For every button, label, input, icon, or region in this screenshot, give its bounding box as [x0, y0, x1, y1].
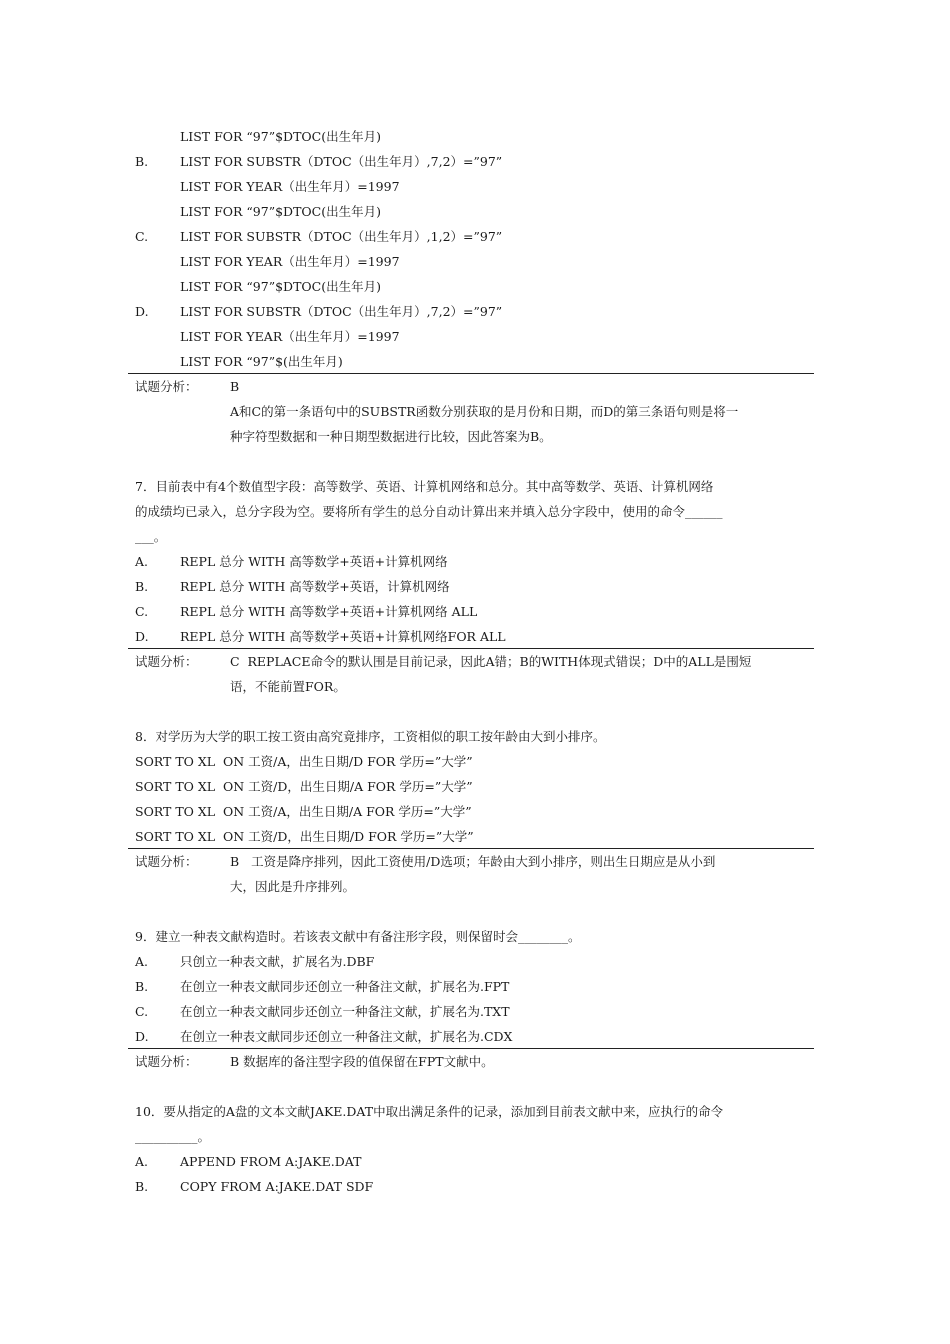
- q7-analysis-line-2: 语，不能前置FOR。: [230, 679, 346, 694]
- q6-option-d-marker: D.: [135, 304, 149, 319]
- q7-option-c: REPL 总分 WITH 高等数学+英语+计算机网络 ALL: [180, 604, 478, 619]
- q7-stem-line-1: 7．目前表中有4个数值型字段：高等数学、英语、计算机网络和总分。其中高等数学、英语、计算机网络: [135, 479, 714, 494]
- q7-analysis-label: 试题分析：: [135, 654, 198, 669]
- q9-option-c: 在创立一种表文献同步还创立一种备注文献，扩展名为.TXT: [180, 1004, 510, 1019]
- q10-option-a-marker: A.: [135, 1154, 149, 1169]
- q6-line-5: LIST FOR SUBSTR（DTOC（出生年月）,1,2）=”97”: [180, 229, 503, 244]
- q7-option-c-marker: C.: [135, 604, 149, 619]
- q6-analysis-line-1: A和C的第一条语句中的SUBSTR函数分别获取的是月份和日期，而D的第三条语句则是将一: [230, 404, 739, 419]
- q9-analysis-line-1: B 数据库的备注型字段的值保留在FPT文献中。: [230, 1054, 494, 1069]
- q6-analysis-line-2: 种字符型数据和一种日期型数据进行比较，因此答案为B。: [230, 429, 552, 444]
- q7-option-b-marker: B.: [135, 579, 149, 594]
- q6-analysis-label: 试题分析：: [135, 379, 198, 394]
- q9-option-d-marker: D.: [135, 1029, 149, 1044]
- q6-line-7: LIST FOR “97”$DTOC(出生年月): [180, 279, 381, 294]
- q6-line-10: LIST FOR “97”$(出生年月): [180, 354, 343, 369]
- q8-option-1: SORT TO XL ON 工资/A，出生日期/D FOR 学历=”大学”: [135, 754, 473, 769]
- q6-line-2: LIST FOR SUBSTR（DTOC（出生年月）,7,2）=”97”: [180, 154, 503, 169]
- q6-line-9: LIST FOR YEAR（出生年月）=1997: [180, 329, 400, 344]
- q6-line-4: LIST FOR “97”$DTOC(出生年月): [180, 204, 381, 219]
- q8-analysis-line-1: B 工资是降序排列，因此工资使用/D选项；年龄由大到小排序，则出生日期应是从小到: [230, 854, 716, 869]
- q9-option-a-marker: A.: [135, 954, 149, 969]
- q9-stem: 9．建立一种表文献构造时。若该表文献中有备注形字段，则保留时会________。: [135, 929, 581, 944]
- q6-line-8: LIST FOR SUBSTR（DTOC（出生年月）,7,2）=”97”: [180, 304, 503, 319]
- q10-option-b-marker: B.: [135, 1179, 149, 1194]
- q6-option-c-marker: C.: [135, 229, 149, 244]
- q10-stem-line-2: __________。: [135, 1129, 211, 1144]
- q10-option-a: APPEND FROM A:JAKE.DAT: [180, 1154, 362, 1169]
- q7-analysis-divider: [128, 648, 814, 649]
- q6-analysis-divider: [128, 373, 814, 374]
- q6-line-6: LIST FOR YEAR（出生年月）=1997: [180, 254, 400, 269]
- q8-analysis-label: 试题分析：: [135, 854, 198, 869]
- q7-analysis-line-1: C REPLACE命令的默认围是目前记录，因此A错；B的WITH体现式错误；D中的ALL是围短: [230, 654, 752, 669]
- q10-option-b: COPY FROM A:JAKE.DAT SDF: [180, 1179, 374, 1194]
- q8-option-3: SORT TO XL ON 工资/A，出生日期/A FOR 学历=”大学”: [135, 804, 472, 819]
- q9-option-b: 在创立一种表文献同步还创立一种备注文献，扩展名为.FPT: [180, 979, 510, 994]
- q7-option-a-marker: A.: [135, 554, 149, 569]
- q8-option-2: SORT TO XL ON 工资/D，出生日期/A FOR 学历=”大学”: [135, 779, 473, 794]
- q7-stem-line-3: ___。: [135, 529, 167, 544]
- q9-option-d: 在创立一种表文献同步还创立一种备注文献，扩展名为.CDX: [180, 1029, 513, 1044]
- q7-option-d: REPL 总分 WITH 高等数学+英语+计算机网络FOR ALL: [180, 629, 506, 644]
- q6-line-1: LIST FOR “97”$DTOC(出生年月): [180, 129, 381, 144]
- q8-option-4: SORT TO XL ON 工资/D，出生日期/D FOR 学历=”大学”: [135, 829, 474, 844]
- q7-stem-line-2: 的成绩均已录入，总分字段为空。要将所有学生的总分自动计算出来并填入总分字段中，使用的命令______: [135, 504, 723, 519]
- q8-stem: 8．对学历为大学的职工按工资由高究竟排序，工资相似的职工按年龄由大到小排序。: [135, 729, 606, 744]
- q9-option-c-marker: C.: [135, 1004, 149, 1019]
- q7-option-b: REPL 总分 WITH 高等数学+英语，计算机网络: [180, 579, 450, 594]
- q8-analysis-divider: [128, 848, 814, 849]
- q9-analysis-divider: [128, 1048, 814, 1049]
- q6-line-3: LIST FOR YEAR（出生年月）=1997: [180, 179, 400, 194]
- q6-option-b-marker: B.: [135, 154, 149, 169]
- q6-analysis-answer: B: [230, 379, 240, 394]
- q9-analysis-label: 试题分析：: [135, 1054, 198, 1069]
- q9-option-b-marker: B.: [135, 979, 149, 994]
- q9-option-a: 只创立一种表文献，扩展名为.DBF: [180, 954, 375, 969]
- q10-stem-line-1: 10．要从指定的A盘的文本文献JAKE.DAT中取出满足条件的记录，添加到目前表文献中来，应执行的命令: [135, 1104, 724, 1119]
- q7-option-d-marker: D.: [135, 629, 149, 644]
- q8-analysis-line-2: 大，因此是升序排列。: [230, 879, 356, 894]
- q7-option-a: REPL 总分 WITH 高等数学+英语+计算机网络: [180, 554, 448, 569]
